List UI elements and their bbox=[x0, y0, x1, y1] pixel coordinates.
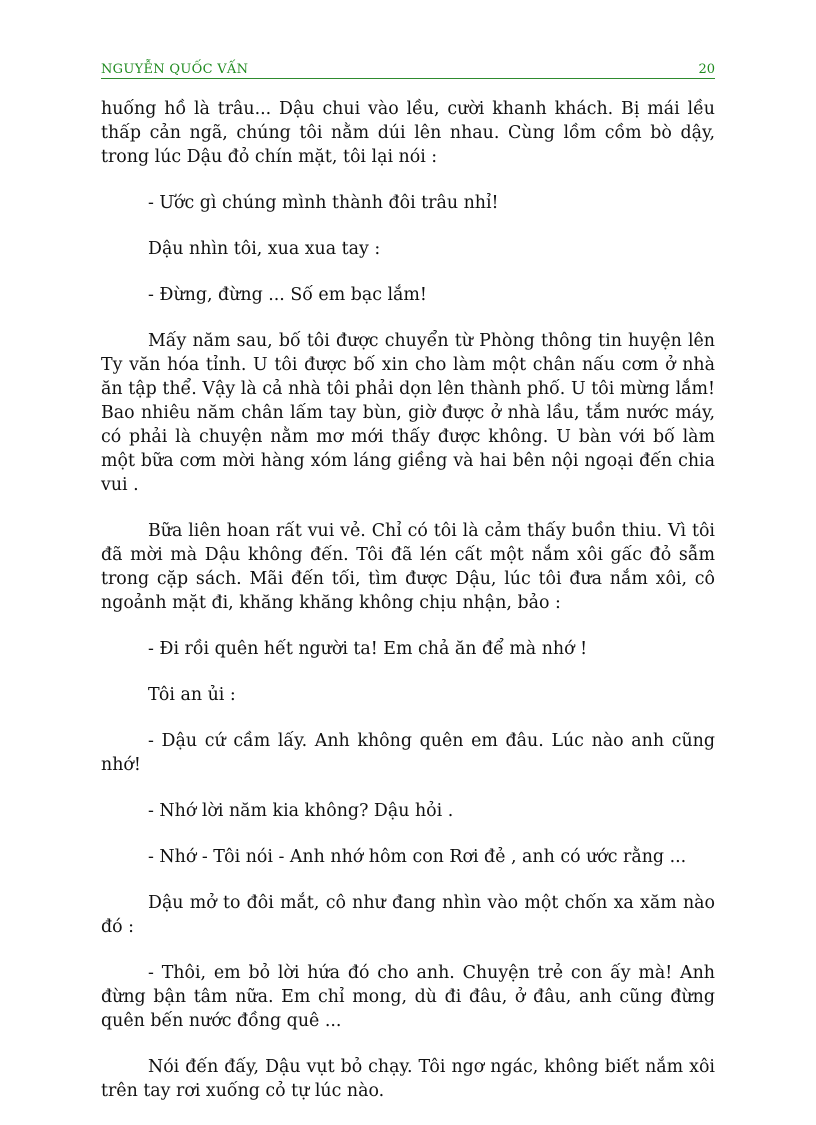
paragraph: - Nhớ lời năm kia không? Dậu hỏi . bbox=[148, 801, 454, 821]
paragraph: - Đi rồi quên hết người ta! Em chả ăn để mà nhớ ! bbox=[148, 639, 588, 659]
page-body bbox=[101, 97, 715, 1125]
paragraph: huống hồ là trâu... Dậu chui vào lều, cười khanh khách. Bị mái lều thấp cản ngã, chúng tôi nằm dúi lên nhau. Cùng lồm cồm bò dậy, trong lúc Dậu đỏ chín mặt, tôi lại nói : bbox=[101, 99, 715, 167]
paragraph: Dậu nhìn tôi, xua xua tay : bbox=[148, 239, 381, 259]
paragraph: - Nhớ - Tôi nói - Anh nhớ hôm con Rơi đẻ , anh có ước rằng ... bbox=[148, 847, 687, 867]
paragraph: Mấy năm sau, bố tôi được chuyển từ Phòng thông tin huyện lên Ty văn hóa tỉnh. U tôi được bố xin cho làm một chân nấu cơm ở nhà ăn tập thể. Vậy là cả nhà tôi phải dọn lên thành phố. U tôi mừng lắm! Bao nhiêu năm chân lấm tay bùn, giờ được ở nhà lầu, tắm nước máy, có phải là chuyện nằm mơ mới thấy được không. U bàn với bố làm một bữa cơm mời hàng xóm láng giềng và hai bên nội ngoại đến chia vui . bbox=[101, 331, 715, 495]
page-header bbox=[101, 60, 715, 79]
paragraph: - Dậu cứ cầm lấy. Anh không quên em đâu. Lúc nào anh cũng nhớ! bbox=[101, 731, 715, 775]
page-number: 20 bbox=[698, 62, 715, 77]
paragraph: Tôi an ủi : bbox=[148, 685, 236, 705]
paragraph: Dậu mở to đôi mắt, cô như đang nhìn vào một chốn xa xăm nào đó : bbox=[101, 893, 715, 937]
header-author: NGUYỄN QUỐC VẤN bbox=[101, 62, 249, 77]
paragraph: - Ước gì chúng mình thành đôi trâu nhỉ! bbox=[148, 193, 499, 213]
paragraph: - Thôi, em bỏ lời hứa đó cho anh. Chuyện trẻ con ấy mà! Anh đừng bận tâm nữa. Em chỉ mong, dù đi đâu, ở đâu, anh cũng đừng quên bến nước đồng quê ... bbox=[101, 963, 715, 1031]
paragraph: Nói đến đấy, Dậu vụt bỏ chạy. Tôi ngơ ngác, không biết nắm xôi trên tay rơi xuống cỏ tự lúc nào. bbox=[101, 1057, 715, 1101]
paragraph: - Đừng, đừng ... Số em bạc lắm! bbox=[148, 285, 427, 305]
paragraph: Bữa liên hoan rất vui vẻ. Chỉ có tôi là cảm thấy buồn thiu. Vì tôi đã mời mà Dậu không đến. Tôi đã lén cất một nắm xôi gấc đỏ sẫm trong cặp sách. Mãi đến tối, tìm được Dậu, lúc tôi đưa nắm xôi, cô ngoảnh mặt đi, khăng khăng không chịu nhận, bảo : bbox=[101, 521, 715, 613]
